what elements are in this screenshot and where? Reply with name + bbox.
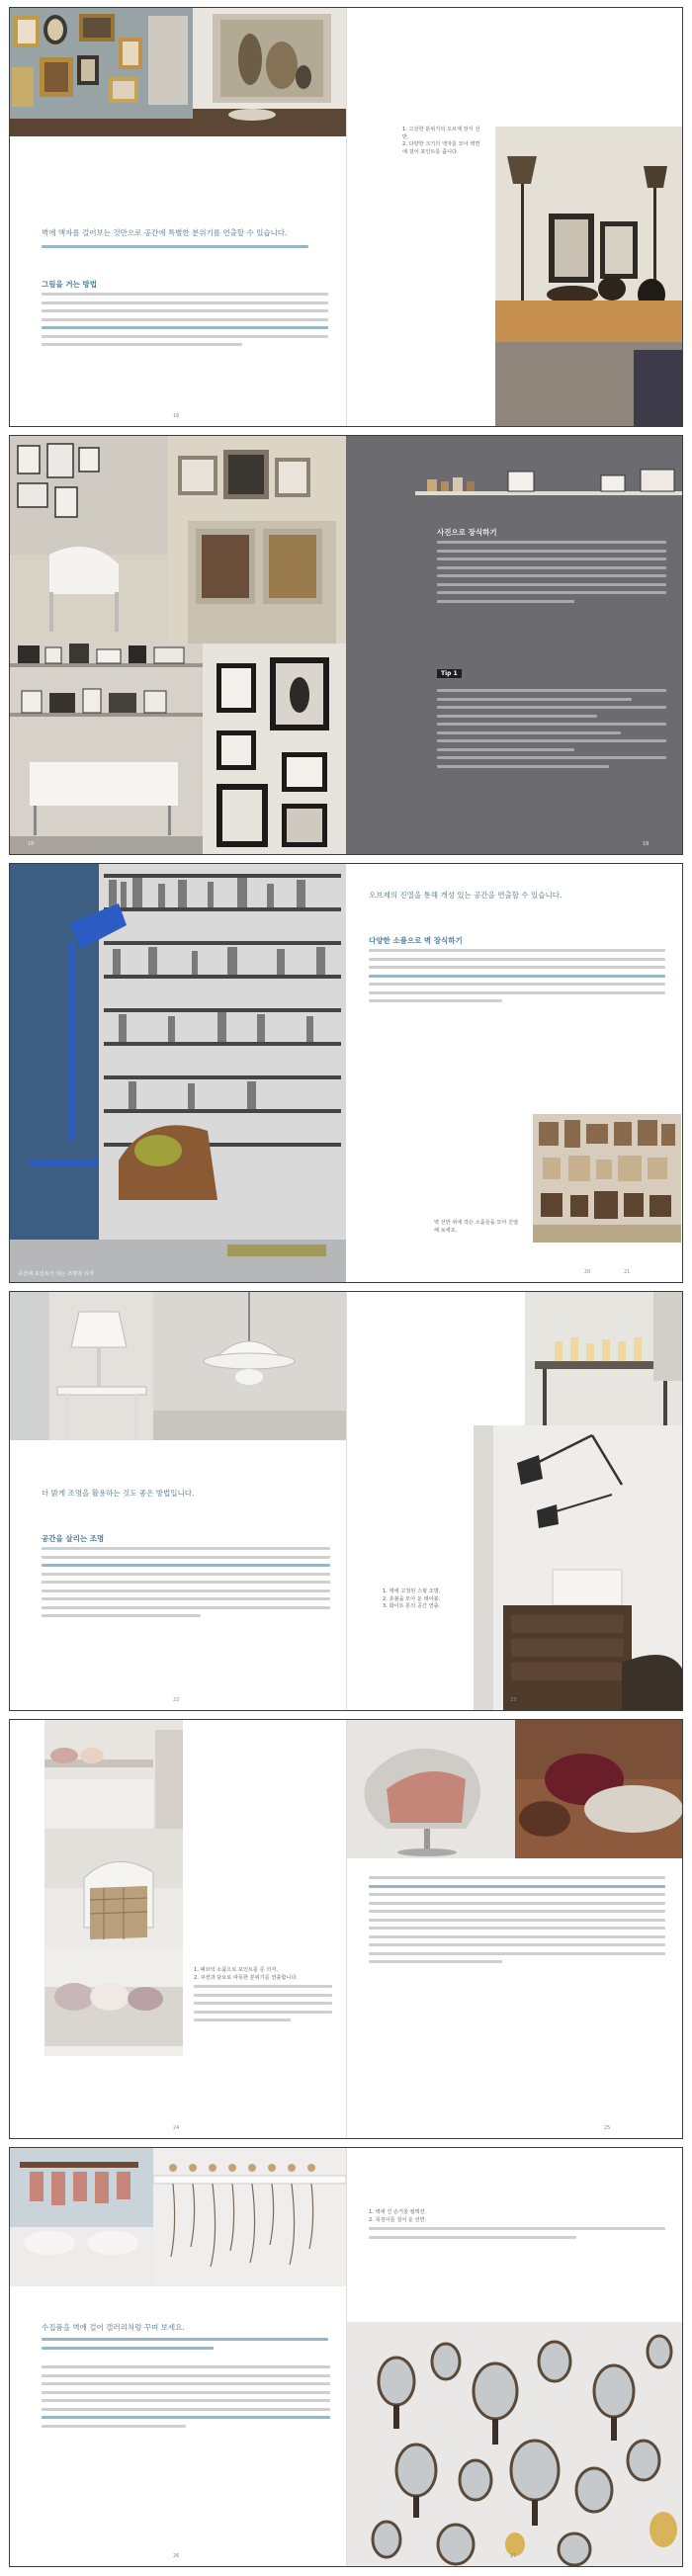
spread-2	[9, 435, 683, 855]
spread-5-caption-lines	[194, 1985, 332, 2027]
photo-shelf-cushions	[44, 1720, 183, 1829]
photo-picture-rail	[415, 456, 683, 505]
spread-6	[9, 2147, 683, 2567]
page-number-right: 25	[604, 2125, 611, 2131]
page-number-left: 18	[28, 841, 35, 847]
spread-3-body	[369, 949, 665, 1008]
photo-bookshelf-wallpaper	[10, 864, 346, 1282]
spread-6-intro: 수집품을 벽에 걸어 갤러리처럼 꾸며 보세요.	[42, 2323, 185, 2332]
spread-4-right-page	[347, 1292, 683, 1710]
spread-2-body	[437, 541, 666, 608]
spread-1-right-page	[347, 8, 683, 426]
photo-egg-chair	[347, 1720, 515, 1858]
spread-3	[9, 863, 683, 1283]
spread-1-body	[42, 293, 328, 352]
spread-5-caption: 1. 패브릭 소품으로 포인트를 준 의자. 2. 쿠션과 담요로 따뜻한 분위기를 연출합니다.	[194, 1967, 299, 1981]
tip-badge: Tip 1	[437, 669, 462, 678]
photo-necklace-shelf	[153, 2148, 346, 2286]
page-number-left: 16	[173, 413, 180, 419]
page-number-left: 26	[173, 2553, 180, 2559]
spread-3-left-page	[10, 864, 346, 1282]
page-number-right: 23	[510, 1697, 517, 1703]
photo-lamp-desk	[495, 127, 683, 426]
photo-cabinet-frames	[168, 436, 346, 644]
photo-candles-table	[525, 1292, 683, 1425]
photo-sofa-cushions	[44, 1947, 183, 2056]
spread-3-heading: 다양한 소품으로 벽 장식하기	[369, 936, 463, 945]
spread-6-caption: 1. 벽에 건 손거울 컬렉션. 2. 목걸이를 걸어 둔 선반.	[369, 2209, 427, 2223]
spread-1-caption: 1. 고상한 분위기의 오브제 장식 선반. 2. 다양한 크기의 액자를 모아 벽면에 걸어 포인트를 줍니다.	[402, 127, 480, 155]
spread-2-tip-list	[437, 689, 666, 773]
spread-5	[9, 1719, 683, 2139]
page-number-left: 24	[173, 2125, 180, 2131]
spread-1-left-page	[10, 8, 346, 426]
spread-5-left-page	[10, 1720, 346, 2138]
spread-1	[9, 7, 683, 427]
spread-1-heading: 그림을 거는 방법	[42, 280, 97, 289]
photo-plaid-chair	[44, 1829, 183, 1947]
photo-picture-ledge-sofa	[10, 644, 203, 854]
spread-4-left-page	[10, 1292, 346, 1710]
page-number-right: 21	[624, 1269, 631, 1275]
spread-3-intro: 오브제의 진열을 통해 개성 있는 공간을 연출할 수 있습니다.	[369, 891, 562, 900]
photo-black-frames-wall	[203, 644, 346, 854]
spread-6-left-page	[10, 2148, 346, 2566]
photo-frames-wall	[10, 8, 193, 136]
page-number-left: 20	[584, 1269, 591, 1275]
photo-swing-arm-lamp	[474, 1425, 683, 1710]
spread-2-left-page	[10, 436, 346, 854]
photo-still-life	[193, 8, 346, 136]
spread-6-right-page	[347, 2148, 683, 2566]
spread-2-heading: 사진으로 장식하기	[437, 528, 497, 537]
photo-collector-shelf	[533, 1114, 681, 1243]
spread-1-intro-lines	[42, 245, 308, 254]
page-number-right: 19	[643, 841, 649, 847]
spread-3-left-caption: 공간에 포인트가 되는 조명과 의자	[18, 1271, 94, 1277]
spread-4	[9, 1291, 683, 1711]
spread-5-body	[369, 1876, 665, 1969]
spread-6-body	[42, 2365, 330, 2433]
spread-3-right-page	[347, 864, 683, 1282]
page-number-left: 22	[173, 1697, 180, 1703]
page-number-right: 27	[510, 2553, 517, 2559]
spread-4-heading: 공간을 살리는 조명	[42, 1534, 105, 1543]
spread-6-intro-lines	[42, 2338, 328, 2355]
spread-5-right-page	[347, 1720, 683, 2138]
photo-sofa-fur-cushion	[515, 1720, 683, 1858]
page-number-right: 17	[510, 413, 517, 419]
spread-4-intro: 더 밝게 조명을 활용하는 것도 좋은 방법입니다.	[42, 1489, 195, 1498]
photo-white-room-chair	[10, 436, 168, 644]
spread-6-caption-lines	[369, 2227, 665, 2244]
spread-1-intro: 벽에 액자를 걸어보는 것만으로 공간에 특별한 분위기를 연출할 수 있습니다.	[42, 228, 288, 237]
photo-hanging-bags	[10, 2148, 153, 2286]
photo-white-table-lamp	[10, 1292, 153, 1440]
spread-4-caption: 1. 벽에 고정된 스윙 조명. 2. 촛불을 모아 둔 테이블. 3. 화이트 톤의 공간 연출.	[383, 1589, 441, 1609]
photo-pendant-lamp	[153, 1292, 346, 1440]
spread-2-right-page	[346, 436, 683, 854]
spread-4-body	[42, 1547, 330, 1623]
spread-3-caption: 벽 선반 위에 작은 소품들을 모아 진열해 보세요.	[434, 1220, 519, 1234]
photo-mirror-collection	[347, 2322, 683, 2566]
